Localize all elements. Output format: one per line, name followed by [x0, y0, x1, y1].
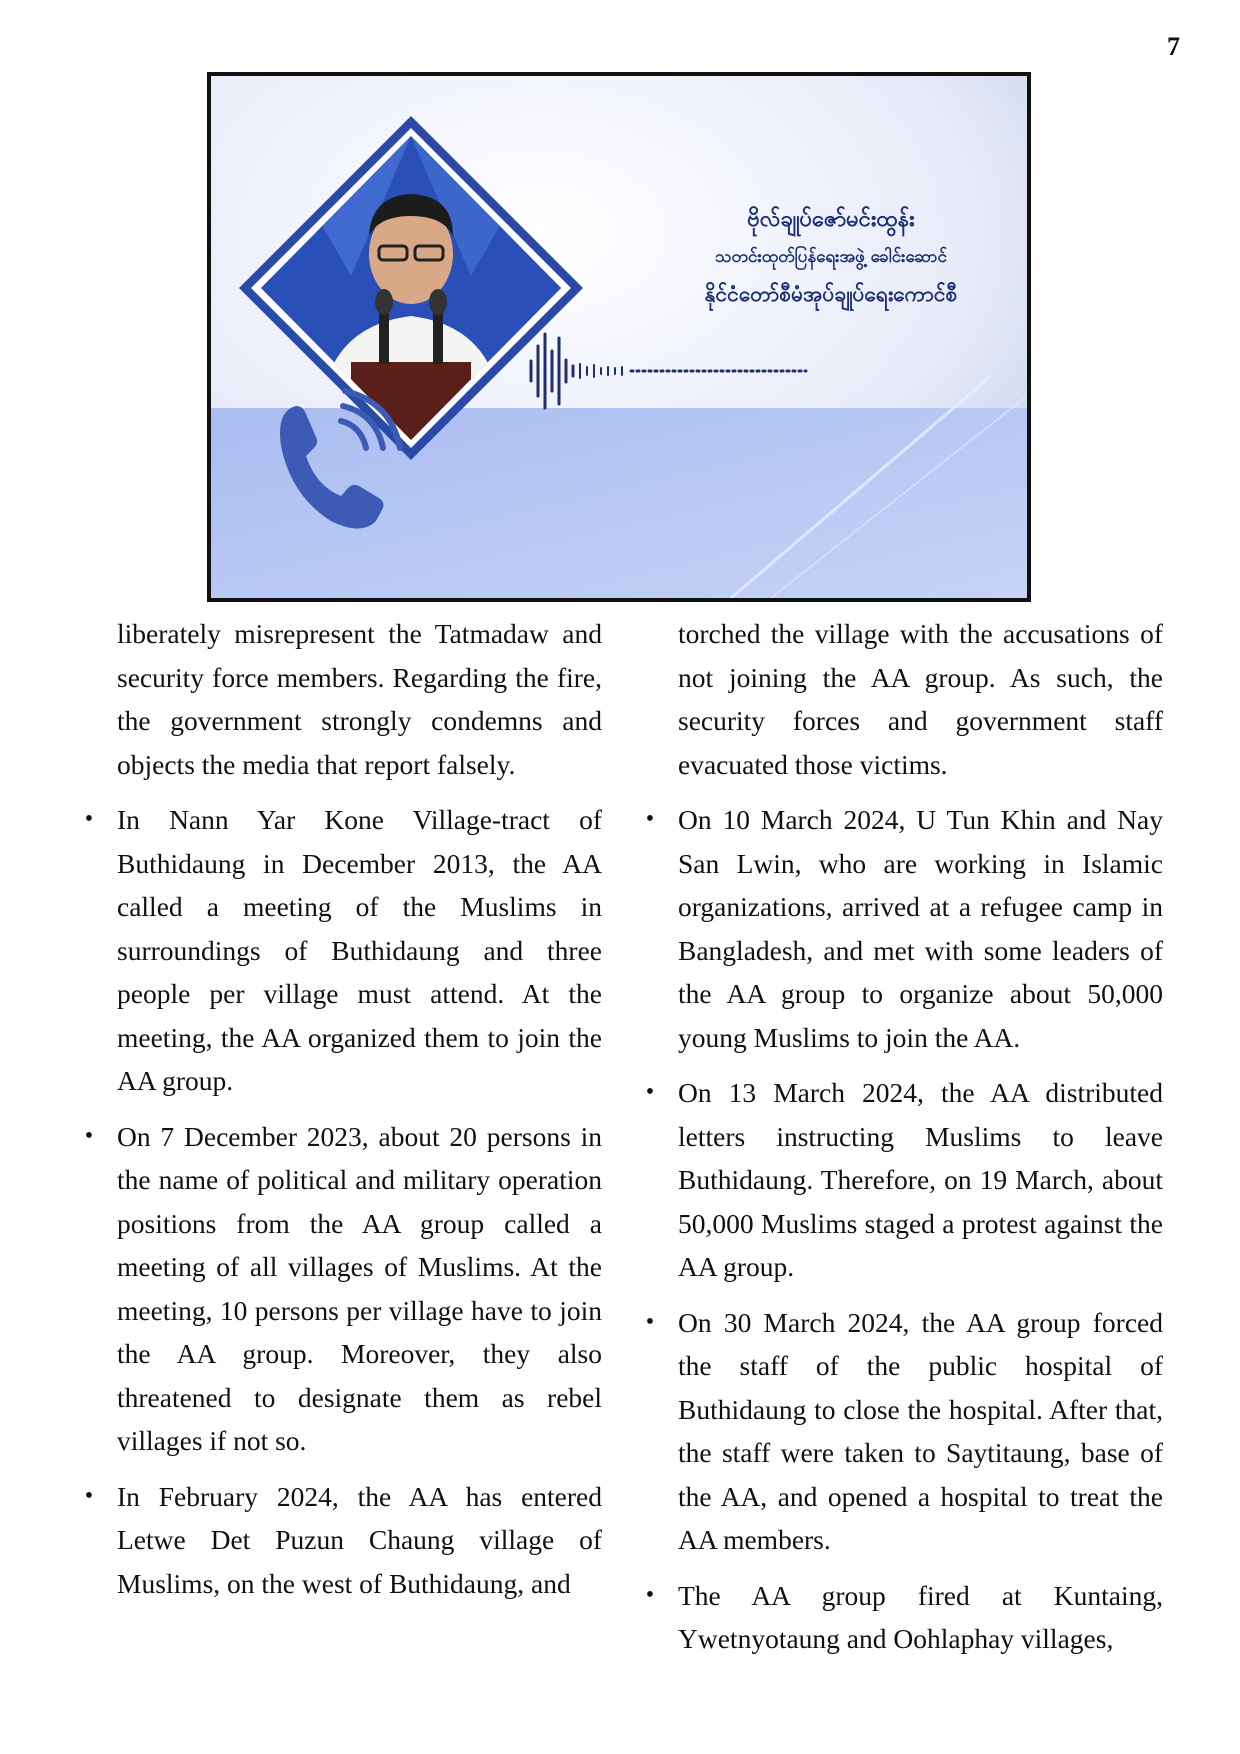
right-bullet-item — [645, 1574, 1163, 1661]
right-continuation: torched the village with the accusations of not joining the AA group. As such, the security forces and government staff evacuated those victims. — [678, 618, 1163, 780]
caption-line-2: သတင်းထုတ်ပြန်ရေးအဖွဲ့ ခေါင်းဆောင် — [715, 247, 947, 267]
left-bullet-item — [84, 798, 602, 1103]
left-bullet-item — [84, 1115, 602, 1463]
caption-line-3: နိုင်ငံတော်စီမံအုပ်ချုပ်ရေးကောင်စီ — [704, 282, 958, 306]
right-bullet-item — [645, 1071, 1163, 1289]
bullet-dot: • — [645, 1308, 655, 1335]
bullet-dot: • — [84, 1122, 94, 1149]
figure-graphic — [211, 76, 1027, 598]
right-bullet-item — [645, 1301, 1163, 1562]
page-number: 7 — [1167, 32, 1180, 61]
bullet-text: On 13 March 2024, the AA distributed letters instructing Muslims to leave Buthidaung. Therefore, on 19 March, about 50,000 Muslims staged a protest against the AA group. — [678, 1077, 1163, 1282]
bullet-text: On 10 March 2024, U Tun Khin and Nay San Lwin, who are working in Islamic organizations, arrived at a refugee camp in Bangladesh, and met with some leaders of the AA group to organize about 50,000 young Muslims to join the AA. — [678, 804, 1163, 1053]
left-continuation: liberately misrepresent the Tatmadaw and security force members. Regarding the fire, the government strongly condemns and objects the media that report falsely. — [117, 618, 602, 780]
right-column — [645, 612, 1163, 1673]
bullet-dot: • — [84, 1482, 94, 1509]
caption-line-1: ဗိုလ်ချုပ်ဇော်မင်းထွန်း — [747, 207, 915, 232]
bullet-text: In February 2024, the AA has entered Letwe Det Puzun Chaung village of Muslims, on the west of Buthidaung, and — [117, 1480, 602, 1599]
left-column — [84, 612, 602, 1617]
bullet-dot: • — [645, 1581, 655, 1608]
bullet-dot: • — [84, 806, 94, 832]
right-bullet-item — [645, 798, 1163, 1059]
left-bullet-item — [84, 1475, 602, 1606]
bullet-text: The AA group fired at Kuntaing, Ywetnyotaung and Oohlaphay villages, — [678, 1579, 1163, 1654]
bullet-text: On 7 December 2023, about 20 persons in the name of political and military operation positions from the AA group called a meeting of all villages of Muslims. At the meeting, 10 persons per village have to join the AA group. Moreover, they also threatened to designate them as rebel villages if not so. — [117, 1120, 602, 1456]
news-figure — [207, 72, 1031, 602]
bullet-text: On 30 March 2024, the AA group forced the staff of the public hospital of Buthidaung to close the hospital. After that, the staff were taken to Saytitaung, base of the AA, and opened a hospital to treat the AA members. — [678, 1306, 1163, 1555]
bullet-dot: • — [645, 806, 655, 832]
bullet-dot: • — [645, 1079, 655, 1105]
bullet-text: In Nann Yar Kone Village-tract of Buthidaung in December 2013, the AA called a meeting of the Muslims in surroundings of Buthidaung and three people per village must attend. At the meeting, the AA organized them to join the AA group. — [117, 804, 602, 1096]
